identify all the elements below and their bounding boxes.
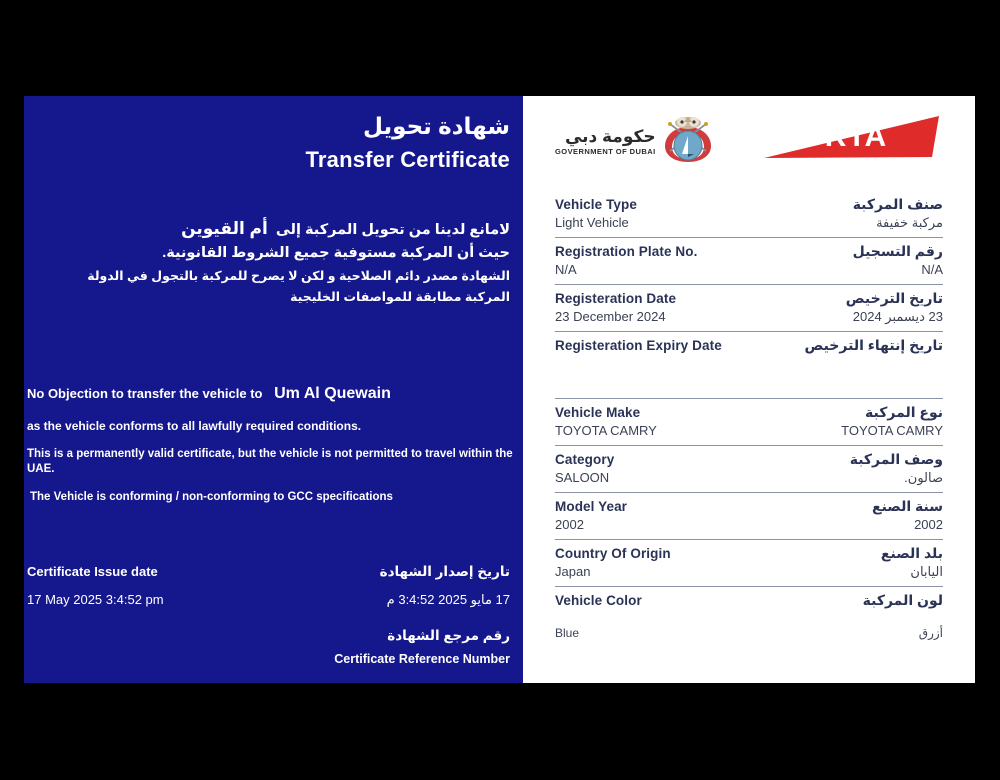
- field-value-line: [555, 563, 943, 586]
- arabic-destination-emirate: أم القيوين: [181, 219, 268, 238]
- reference-label-arabic: رقم مرجع الشهادة: [387, 628, 510, 643]
- field-label-line: [555, 238, 943, 261]
- field-row-registration-expiry-date: [555, 331, 943, 378]
- registration-date-value-arabic: 23 ديسمبر 2024: [852, 309, 943, 324]
- arabic-statement-line-2: حيث أن المركبة مستوفية جميع الشروط القانونية.: [162, 245, 510, 262]
- field-row-registration-plate-no: [555, 237, 943, 284]
- vehicle-type-value-arabic: مركبة خفيفة: [876, 215, 943, 230]
- arabic-statement-line-1: [40, 216, 510, 242]
- field-label-line: [555, 191, 943, 214]
- vehicle-make-label-arabic: نوع المركبة: [865, 404, 943, 420]
- issue-date-value-row: [24, 592, 510, 608]
- vehicle-details-list: [555, 191, 943, 648]
- issue-date-label-row: [24, 564, 510, 580]
- registration-plate-label-arabic: رقم التسجيل: [852, 243, 943, 259]
- field-label-line: [555, 493, 943, 516]
- certificate-title-arabic: شهادة تحويل: [362, 113, 510, 139]
- issue-date-label-english: Certificate Issue date: [27, 564, 158, 579]
- arabic-statement-prefix: لامانع لدينا من تحويل المركبة إلى: [275, 222, 510, 238]
- field-label-line: [555, 399, 943, 422]
- field-value-line: [555, 469, 943, 492]
- government-of-dubai-wordmark: [555, 128, 656, 156]
- vehicle-color-value-arabic: أزرق: [918, 626, 943, 640]
- vehicle-make-value-arabic: TOYOTA CAMRY: [841, 423, 943, 438]
- english-statement-line-3: This is a permanently valid certificate, but the vehicle is not permitted to travel within the UAE.: [27, 447, 513, 476]
- certificate-logo-bar: [523, 96, 975, 184]
- field-label-line: [555, 587, 943, 610]
- field-value-line: [555, 516, 943, 539]
- english-statement-line-4: The Vehicle is conforming / non-conforming to GCC specifications: [30, 490, 393, 503]
- field-value-line: [555, 214, 943, 237]
- model-year-label-english: Model Year: [555, 499, 628, 514]
- field-value-line: [555, 308, 943, 331]
- certificate-title-english: Transfer Certificate: [305, 147, 510, 173]
- category-value-arabic: صالون.: [904, 470, 943, 485]
- vehicle-make-label-english: Vehicle Make: [555, 405, 641, 420]
- vehicle-color-label-arabic: لون المركبة: [862, 592, 943, 608]
- vehicle-type-label-english: Vehicle Type: [555, 197, 637, 212]
- arabic-statement-line-4: المركبة مطابقة للمواصفات الخليجية: [290, 290, 510, 305]
- field-row-category: [555, 445, 943, 492]
- category-label-arabic: وصف المركبة: [849, 451, 943, 467]
- certificate-body-english: [27, 383, 517, 505]
- government-of-dubai-logo: [555, 114, 715, 169]
- field-row-vehicle-make: [555, 398, 943, 445]
- english-destination-emirate: Um Al Quewain: [274, 385, 391, 402]
- certificate-body-arabic: [40, 216, 510, 307]
- issue-date-value-arabic: 17 مايو 2025 3:4:52 م: [386, 592, 510, 607]
- field-row-registration-date: [555, 284, 943, 331]
- field-group-separator: [555, 378, 943, 398]
- category-value-english: SALOON: [555, 470, 610, 485]
- certificate-issue-block: [24, 564, 510, 674]
- model-year-label-arabic: سنة الصنع: [872, 498, 943, 514]
- registration-plate-value-arabic: N/A: [921, 262, 943, 277]
- registration-plate-value-english: N/A: [555, 262, 577, 277]
- rta-logo-icon: [764, 110, 939, 162]
- vehicle-make-value-english: TOYOTA CAMRY: [555, 423, 657, 438]
- field-value-line: [555, 355, 943, 378]
- registration-date-value-english: 23 December 2024: [555, 309, 666, 324]
- issue-date-value-english: 17 May 2025 3:4:52 pm: [27, 592, 164, 607]
- government-of-dubai-english: GOVERNMENT OF DUBAI: [555, 146, 656, 156]
- registration-plate-label-english: Registration Plate No.: [555, 244, 698, 259]
- model-year-value-arabic: 2002: [914, 517, 943, 532]
- government-of-dubai-arabic: حكومة دبي: [564, 126, 656, 146]
- country-of-origin-label-english: Country Of Origin: [555, 546, 671, 561]
- field-row-vehicle-color: [555, 586, 943, 648]
- certificate-left-panel: [24, 96, 523, 683]
- svg-text:RTA: RTA: [824, 120, 888, 153]
- vehicle-type-label-arabic: صنف المركبة: [852, 196, 943, 212]
- field-row-vehicle-type: [555, 191, 943, 237]
- certificate-reference-block: [24, 628, 510, 666]
- arabic-statement-line-3: الشهادة مصدر دائم الصلاحية و لكن لا يصرح للمركبة بالتجول في الدولة: [87, 268, 510, 283]
- field-label-line: [555, 446, 943, 469]
- registration-expiry-label-english: Registeration Expiry Date: [555, 338, 722, 353]
- dubai-emblem-icon: [661, 114, 715, 169]
- category-label-english: Category: [555, 452, 615, 467]
- field-label-line: [555, 540, 943, 563]
- model-year-value-english: 2002: [555, 517, 584, 532]
- reference-label-english: Certificate Reference Number: [334, 652, 510, 666]
- certificate-right-panel: [523, 96, 975, 683]
- field-value-line: [555, 422, 943, 445]
- country-of-origin-value-arabic: اليابان: [910, 564, 943, 579]
- issue-date-label-arabic: تاريخ إصدار الشهادة: [379, 564, 510, 579]
- field-row-country-of-origin: [555, 539, 943, 586]
- registration-date-label-english: Registeration Date: [555, 291, 677, 306]
- certificate-title-block: [40, 114, 510, 172]
- field-row-model-year: [555, 492, 943, 539]
- field-value-line: [555, 610, 943, 648]
- vehicle-color-label-english: Vehicle Color: [555, 593, 642, 608]
- vehicle-type-value-english: Light Vehicle: [555, 215, 629, 230]
- english-statement-prefix: No Objection to transfer the vehicle to: [27, 386, 263, 401]
- english-statement-line-2: as the vehicle conforms to all lawfully required conditions.: [27, 418, 362, 433]
- field-value-line: [555, 261, 943, 284]
- country-of-origin-label-arabic: بلد الصنع: [880, 545, 943, 561]
- country-of-origin-value-english: Japan: [555, 564, 591, 579]
- transfer-certificate-card: [24, 96, 975, 683]
- field-label-line: [555, 285, 943, 308]
- registration-expiry-label-arabic: تاريخ إنتهاء الترخيص: [804, 337, 943, 353]
- english-statement-line-1: [27, 383, 517, 405]
- field-label-line: [555, 332, 943, 355]
- vehicle-color-value-english: Blue: [555, 626, 580, 640]
- registration-date-label-arabic: تاريخ الترخيص: [845, 290, 943, 306]
